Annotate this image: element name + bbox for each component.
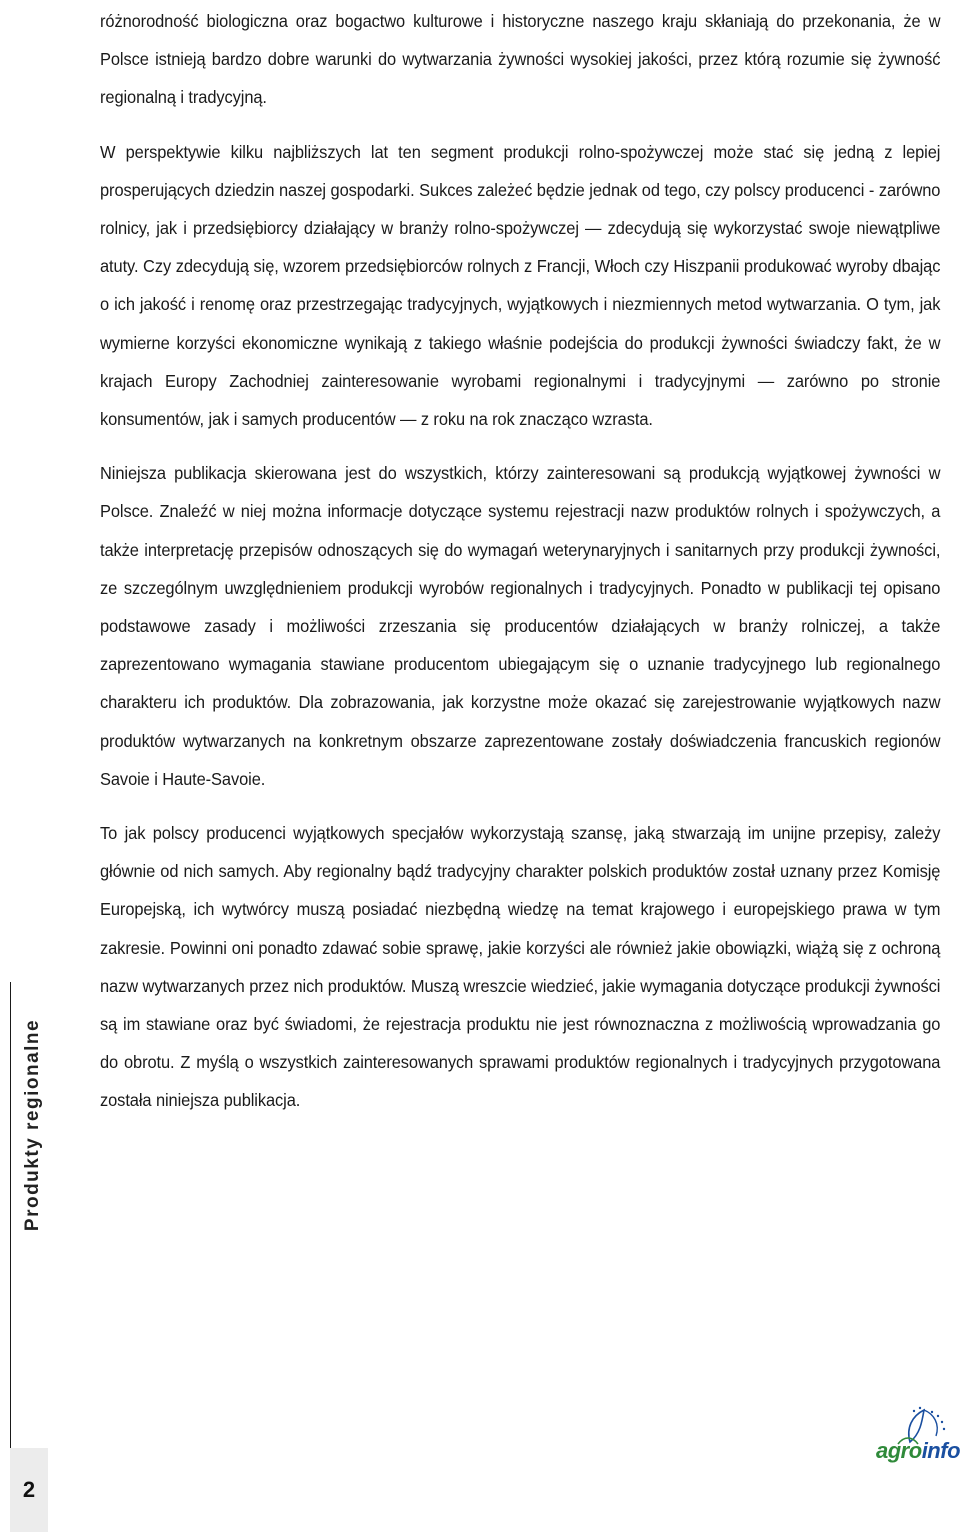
page-number: 2 — [22, 1477, 36, 1502]
paragraph-3: Niniejsza publikacja skierowana jest do wszystkich, którzy zainteresowani są produkcją wyjątkowej żywności w Polsce. Znaleźć w niej można informacje dotyczące systemu rejestracji nazw produktów rolnych i spożywczych, a także interpretację przepisów odnoszących się do wymagań weterynaryjnych i sanitarnych przy produkcji żywności, ze szczególnym uwzględnieniem produkcji wyrobów regionalnych i tradycyjnych. Ponadto w publikacji tej opisano podstawowe zasady i możliwości zrzeszania się producentów działających w branży rolniczej, a także zaprezentowano wymagania stawiane producentom ubiegającym się o uznanie tradycyjnego lub regionalnego charakteru ich produktów. Dla zobrazowania, jak korzystne może okazać się zarejestrowanie wyjątkowych nazw produktów wytwarzanych na konkretnym obszarze zaprezentowane zostały doświadczenia francuskich regionów Savoie i Haute-Savoie. — [100, 463, 941, 789]
side-section-label — [18, 985, 48, 1265]
paragraph-4: To jak polscy producenci wyjątkowych specjałów wykorzystają szansę, jaką stwarzają im unijne przepisy, zależy głównie od nich samych. Aby regionalny bądź tradycyjny charakter polskich produktów został uznany przez Komisję Europejską, ich wytwórcy muszą posiadać niezbędną wiedzę na temat krajowego i europejskiego prawa w tym zakresie. Powinni oni ponadto zdawać sobie sprawę, jakie korzyści ale również jakie obowiązki, wiążą się z ochroną nazw wytwarzanych przez nich produktów. Muszą wreszcie wiedzieć, jakie wymagania dotyczące produkcji żywności są im stawiane oraz być świadomi, że rejestracja produktu nie jest równoznaczna z możliwością wprowadzania go do obrotu. Z myślą o wszystkich zainteresowanych sprawami produktów regionalnych i tradycyjnych przygotowana została niniejsza publikacja. — [100, 823, 941, 1111]
paragraph-2: W perspektywie kilku najbliższych lat ten segment produkcji rolno-spożywczej może stać się jedną z lepiej prosperujących dziedzin naszej gospodarki. Sukces zależeć będzie jednak od tego, czy polscy producenci - zarówno rolnicy, jak i przedsiębiorcy działający w branży rolno-spożywczej — zdecydują się wykorzystać swoje niewątpliwe atuty. Czy zdecydują się, wzorem przedsiębiorców rolnych z Francji, Włoch czy Hiszpanii produkować wyroby dbając o ich jakość i renomę oraz przestrzegając tradycyjnych, wyjątkowych i niezmiennych metod wytwarzania. O tym, jak wymierne korzyści ekonomiczne wynikają z takiego właśnie podejścia do produkcji żywności świadczy fakt, że w krajach Europy Zachodniej zainteresowanie wyrobami regionalnymi i tradycyjnymi — zarówno po stronie konsumentów, jak i samych producentów — z roku na rok znacząco wzrasta. — [100, 141, 941, 430]
logo-wordmark — [876, 1438, 960, 1464]
side-section-label-text: Produkty regionalne — [22, 1018, 43, 1232]
page-number-box — [10, 1448, 48, 1532]
agroinfo-logo — [876, 1406, 958, 1478]
body-text — [100, 2, 940, 1136]
logo-agro: agro — [876, 1438, 922, 1463]
logo-info: info — [921, 1438, 960, 1463]
paragraph-1: różnorodność biologiczna oraz bogactwo kulturowe i historyczne naszego kraju skłaniają do przekonania, że w Polsce istnieją bardzo dobre warunki do wytwarzania żywności wysokiej jakości, przez którą rozumie się żywność regionalną i tradycyjną. — [100, 11, 941, 108]
